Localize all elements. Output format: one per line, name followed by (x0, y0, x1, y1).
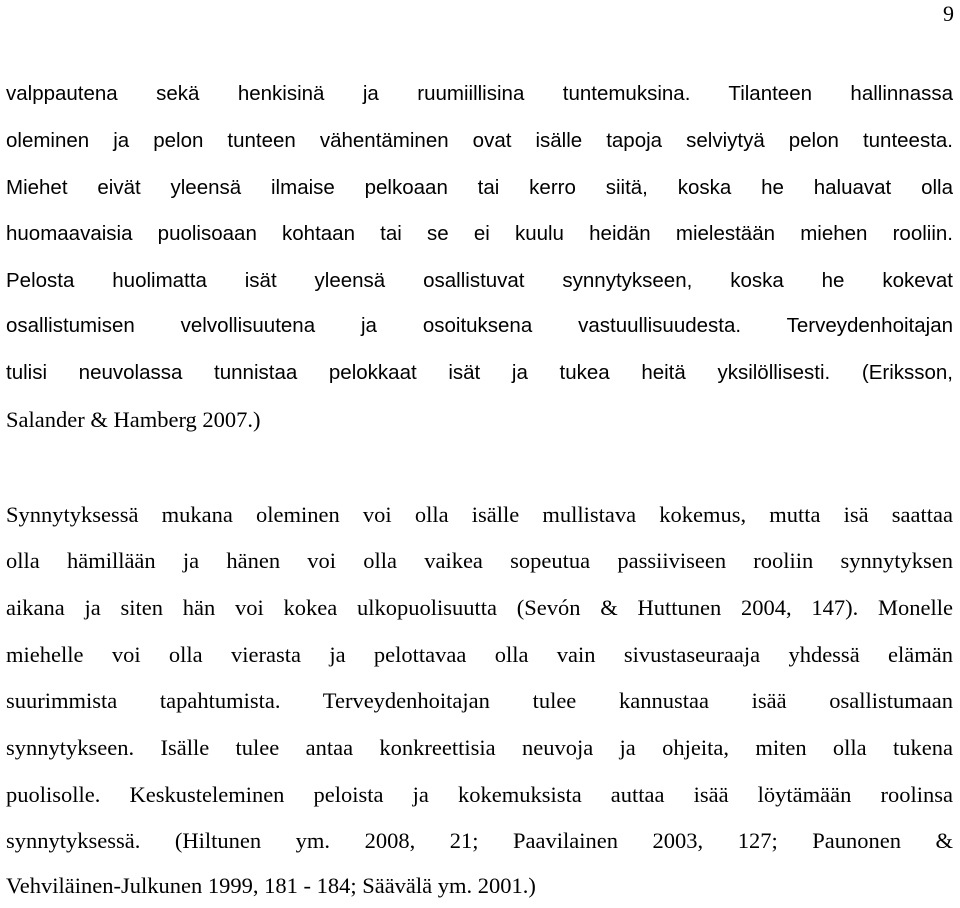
page-number: 9 (943, 1, 954, 26)
paragraph-line: Pelosta huolimatta isät yleensä osallistuvat synnytykseen, koska he kokevat (6, 269, 953, 292)
paragraph-line: Vehviläinen-Julkunen 1999, 181 - 184; Säävälä ym. 2001.) (6, 873, 536, 898)
paragraph-line: tulisi neuvolassa tunnistaa pelokkaat isät ja tukea heitä yksilöllisesti. (Eriksson, (6, 361, 953, 384)
paragraph-line: synnytykseen. Isälle tulee antaa konkreettisia neuvoja ja ohjeita, miten olla tukena (6, 735, 953, 760)
paragraph-line: Salander & Hamberg 2007.) (6, 407, 261, 432)
paragraph-line: puolisolle. Keskusteleminen peloista ja kokemuksista auttaa isää löytämään roolinsa (6, 782, 953, 807)
paragraph-line: aikana ja siten hän voi kokea ulkopuolisuutta (Sevón & Huttunen 2004, 147). Monelle (6, 595, 953, 620)
paragraph-line: oleminen ja pelon tunteen vähentäminen ovat isälle tapoja selviytyä pelon tunteesta. (6, 129, 953, 152)
paragraph-line: miehelle voi olla vierasta ja pelottavaa olla vain sivustaseuraaja yhdessä elämän (6, 642, 953, 667)
paragraph-line: Synnytyksessä mukana oleminen voi olla isälle mullistava kokemus, mutta isä saattaa (6, 502, 953, 527)
paragraph-line: synnytyksessä. (Hiltunen ym. 2008, 21; Paavilainen 2003, 127; Paunonen & (6, 828, 953, 853)
paragraph-line: olla hämillään ja hänen voi olla vaikea sopeutua passiiviseen rooliin synnytyksen (6, 548, 953, 573)
paragraph-line: valppautena sekä henkisinä ja ruumiillisina tuntemuksina. Tilanteen hallinnassa (6, 82, 953, 105)
paragraph-line: suurimmista tapahtumista. Terveydenhoitajan tulee kannustaa isää osallistumaan (6, 688, 953, 713)
paragraph-line: Miehet eivät yleensä ilmaise pelkoaan tai kerro siitä, koska he haluavat olla (6, 176, 953, 199)
paragraph-line: huomaavaisia puolisoaan kohtaan tai se ei kuulu heidän mielestään miehen rooliin. (6, 222, 953, 245)
paragraph-line: osallistumisen velvollisuutena ja osoituksena vastuullisuudesta. Terveydenhoitajan (6, 314, 953, 337)
